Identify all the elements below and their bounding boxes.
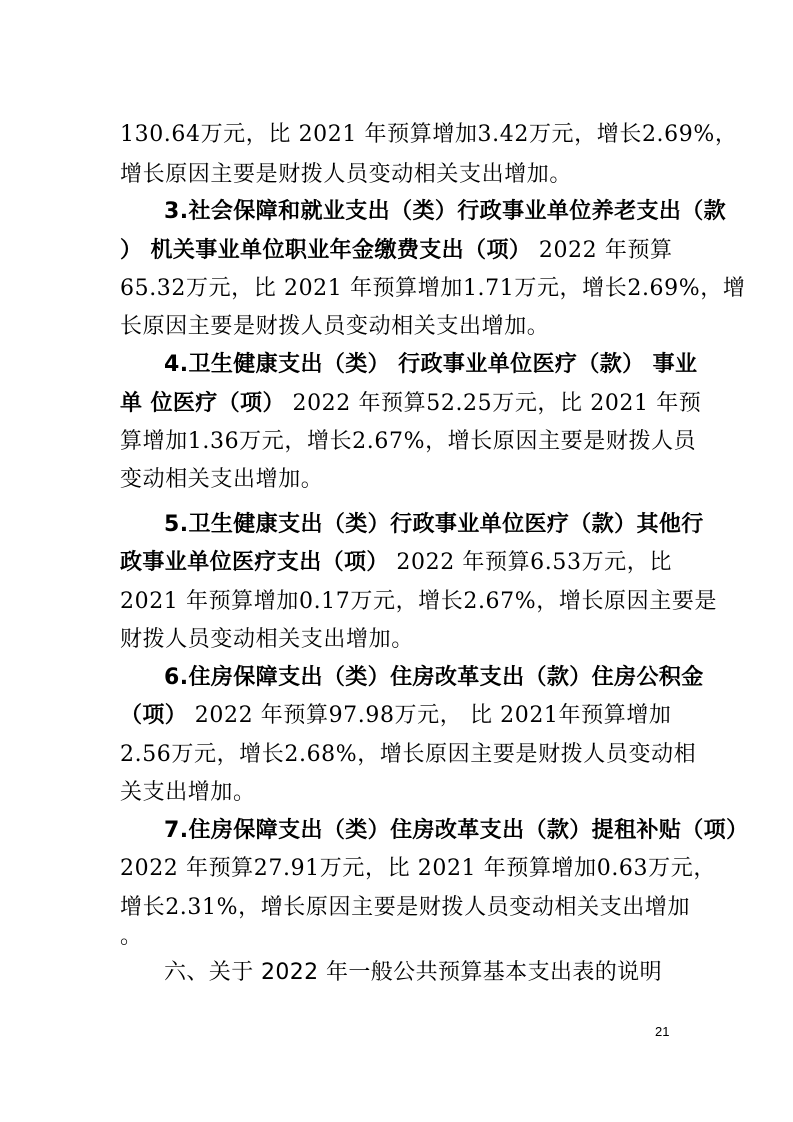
section-title-6: 六、关于 2022 年一般公共预算基本支出表的说明 (164, 960, 662, 985)
paragraph-line (120, 236, 673, 266)
paragraph-line: 增长原因主要是财拨人员变动相关支出增加。 (120, 162, 573, 187)
section-heading-3: 3.社会保障和就业支出（类）行政事业单位养老支出（款 (164, 199, 727, 224)
paragraph-line: 2021 年预算增加0.17万元，增长2.67%，增长原因主要是 (120, 589, 718, 614)
paragraph-line: 关支出增加。 (120, 780, 256, 805)
section-heading-4: 4.卫生健康支出（类） 行政事业单位医疗（款） 事业 (164, 352, 698, 377)
paragraph-text: 2022 年预算 (531, 238, 673, 263)
paragraph-line: 130.64万元，比 2021 年预算增加3.42万元，增长2.69%， (120, 122, 738, 147)
paragraph-line: 。 (120, 924, 143, 949)
paragraph-line: 65.32万元，比 2021 年预算增加1.71万元，增长2.69%，增 (120, 276, 746, 301)
paragraph-line: 长原因主要是财拨人员变动相关支出增加。 (120, 314, 550, 339)
section-heading-5: 5.卫生健康支出（类）行政事业单位医疗（款）其他行 (164, 512, 704, 537)
section-heading-6: 6.住房保障支出（类）住房改革支出（款）住房公积金 (164, 665, 704, 690)
section-heading-4-cont: 单 位医疗（项） (120, 391, 285, 416)
section-heading-7: 7.住房保障支出（类）住房改革支出（款）提租补贴（项） (164, 818, 749, 843)
section-heading-5-cont: 政事业单位医疗支出（项） (120, 550, 389, 575)
paragraph-line: 财拨人员变动相关支出增加。 (120, 627, 414, 652)
paragraph-line: 变动相关支出增加。 (120, 467, 324, 492)
paragraph-line (120, 548, 672, 578)
paragraph-line: 算增加1.36万元，增长2.67%，增长原因主要是财拨人员 (120, 429, 697, 454)
paragraph-text: 2022 年预算97.98万元， 比 2021年预算增加 (187, 703, 672, 728)
paragraph-text: 2022 年预算52.25万元，比 2021 年预 (284, 391, 702, 416)
page-number: 21 (655, 1024, 670, 1039)
paragraph-line: 增长2.31%，增长原因主要是财拨人员变动相关支出增加 (120, 895, 691, 920)
section-heading-3-cont: ） 机关事业单位职业年金缴费支出（项） (120, 238, 532, 263)
paragraph-line (120, 701, 672, 731)
paragraph-line: 2022 年预算27.91万元，比 2021 年预算增加0.63万元， (120, 856, 716, 881)
paragraph-text: 2022 年预算6.53万元，比 (388, 550, 672, 575)
section-heading-6-cont: （项） (120, 703, 188, 728)
paragraph-line: 2.56万元，增长2.68%，增长原因主要是财拨人员变动相 (120, 742, 697, 767)
paragraph-line (120, 389, 701, 419)
